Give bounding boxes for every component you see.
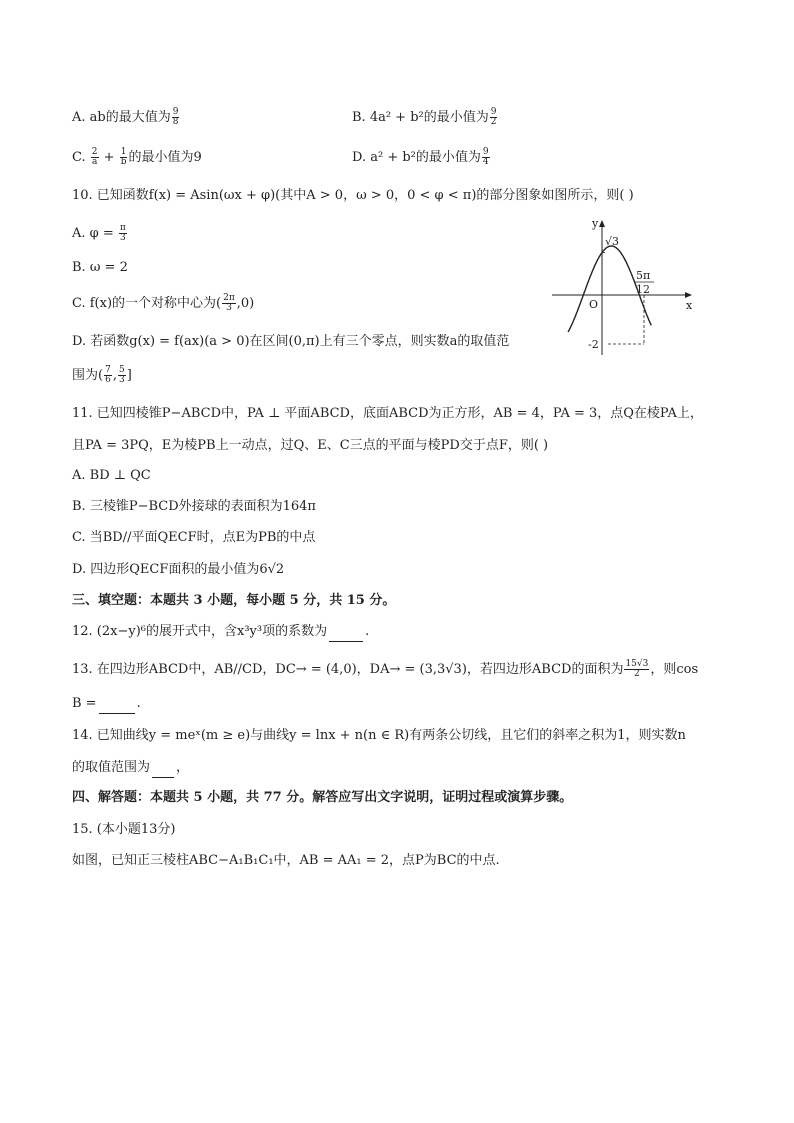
q9-option-c-fraction-1: $\frac{2}{a}$: [91, 147, 98, 167]
q10-option-b: B. ω = 2: [72, 260, 128, 275]
q13-line-2: B = .: [72, 694, 141, 714]
q11-stem-line-2: 且PA = 3PQ，E为棱PB上一动点，过Q、E、C三点的平面与棱PD交于点F，则( ): [72, 438, 549, 453]
q9-option-c-text: 的最小值为9: [128, 150, 202, 165]
max-value-label: √3: [605, 235, 620, 248]
q9-option-a-text: A. ab的最大值为: [72, 110, 171, 125]
q10-stem: 10. 已知函数f(x) = Asin(ωx + φ)(其中A > 0，ω > 0，0 < φ < π)的部分图象如图所示，则( ): [72, 188, 634, 203]
section-4-heading: 四、解答题：本题共 5 小题，共 77 分。解答应写出文字说明，证明过程或演算步骤。: [72, 790, 573, 805]
section-3-heading: 三、填空题：本题共 3 小题，每小题 5 分，共 15 分。: [72, 593, 396, 608]
q10-option-a-fraction: $\frac{\pi}{3}$: [119, 223, 126, 243]
q10-option-d: D. 若函数g(x) = f(ax)(a > 0)在区间(0,π)上有三个零点，则实数a的取值范: [72, 334, 510, 349]
q11-option-a: A. BD ⊥ QC: [72, 468, 151, 483]
x-axis-label: x: [686, 299, 693, 312]
q11-option-d: D. 四边形QECF面积的最小值为6√2: [72, 562, 285, 577]
q15-text: 如图，已知正三棱柱ABC−A₁B₁C₁中，AB = AA₁ = 2，点P为BC的中点.: [72, 853, 500, 868]
x-tick-denominator: 12: [636, 283, 650, 296]
y-axis-arrow-icon: [599, 220, 605, 227]
q9-option-b-fraction: $\frac{9}{2}$: [490, 107, 497, 127]
q9-option-d: [352, 148, 491, 168]
origin-label: O: [589, 298, 599, 311]
q13-line-1: 13. 在四边形ABCD中，AB//CD，DC→ = (4,0)，DA→ = (3,3√3)，若四边形ABCD的面积为 $\frac{15√3}{2}$ ，则cos: [72, 659, 699, 679]
q9-option-c-fraction-2: $\frac{1}{b}$: [120, 147, 127, 167]
x-tick-numerator: 5π: [636, 269, 651, 282]
q12-answer-blank[interactable]: [329, 627, 363, 642]
q10-option-c: C. f(x)的一个对称中心为( $\frac{2\pi}{3}$ ,0): [72, 293, 255, 313]
sine-graph-figure: [548, 215, 698, 360]
q12: 12. (2x−y)⁶的展开式中，含x³y³项的系数为 .: [72, 622, 369, 642]
q13-area-fraction: $\frac{15√3}{2}$: [625, 659, 649, 679]
q9-option-b-text: B. 4a² + b²的最小值为: [352, 110, 489, 125]
q14-answer-blank[interactable]: [152, 763, 174, 778]
q10-option-a: A. φ = $\frac{\pi}{3}$: [72, 223, 126, 243]
min-value-label: -2: [588, 338, 599, 351]
q14-line-1: 14. 已知曲线y = meˣ(m ≥ e)与曲线y = lnx + n(n ∈ R)有两条公切线，且它们的斜率之积为1，则实数n: [72, 728, 686, 743]
q11-stem-line-1: 11. 已知四棱锥P−ABCD中，PA ⊥ 平面ABCD，底面ABCD为正方形，AB = 4，PA = 3，点Q在棱PA上，: [72, 406, 703, 421]
q11-option-c: C. 当BD//平面QECF时，点E为PB的中点: [72, 530, 316, 545]
q14-line-2: 的取值范围为 ，: [72, 758, 189, 778]
q10-option-c-fraction: $\frac{2\pi}{3}$: [223, 293, 235, 313]
y-axis-label: y: [592, 217, 599, 230]
q15-header: 15. (本小题13分): [72, 822, 176, 837]
q9-option-d-fraction: $\frac{9}{4}$: [482, 147, 489, 167]
q13-answer-blank[interactable]: [99, 699, 135, 714]
q9-option-c: C. $\frac{2}{a}$ + $\frac{1}{b}$ 的最小值为9: [72, 147, 202, 167]
q10-option-d-fraction-2: $\frac{5}{3}$: [118, 365, 125, 385]
q10-option-d-range: 围为( $\frac{7}{6}$ , $\frac{5}{3}$ ]: [72, 365, 132, 385]
q9-option-d-text: D. a² + b²的最小值为: [352, 150, 481, 165]
q9-option-a-fraction: $\frac{9}{8}$: [172, 107, 179, 127]
q9-option-a: [72, 108, 180, 128]
q9-option-b: [352, 108, 498, 128]
x-axis-arrow-icon: [685, 292, 692, 298]
q10-option-d-fraction-1: $\frac{7}{6}$: [105, 365, 111, 385]
q11-option-b: B. 三棱锥P−BCD外接球的表面积为164π: [72, 499, 316, 514]
